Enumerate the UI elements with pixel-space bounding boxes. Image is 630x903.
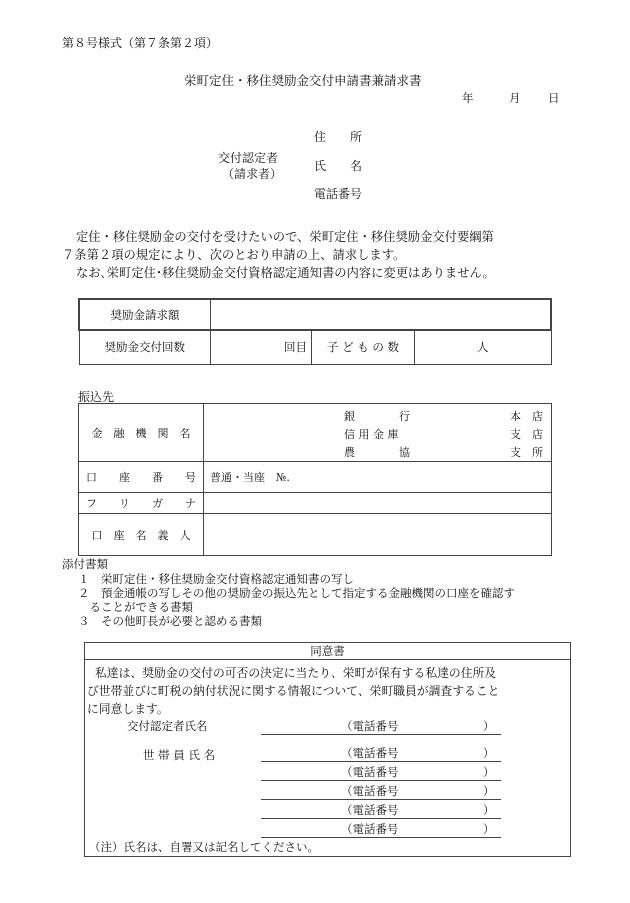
signature-line-household[interactable] [261,818,501,819]
certified-name-label: 交付認定者氏名 [127,719,208,733]
attachments-heading: 添付書類 [62,557,108,571]
furigana-label: フ リ ガ ナ [79,493,204,514]
children-field[interactable] [415,330,552,364]
branch-type-main: 本 店 [510,410,543,423]
branch-type-office: 支 所 [510,446,543,459]
consent-title: 同意書 [85,643,570,660]
signature-line-household[interactable] [261,837,501,838]
phone-close: ） [483,803,495,817]
body-line-3: なお､栄町定住･移住奨励金交付資格認定通知書の内容に変更はありません。 [76,266,495,280]
address-label: 住 所 [314,130,363,144]
name-label: 氏 名 [314,159,363,173]
attachment-item: １ 栄町定住・移住奨励金交付資格認定通知書の写し [78,572,354,586]
body-line-2: ７条第２項の規定により、次のとおり申請の上、請求します。 [62,248,406,262]
attachment-item: ３ その他町長が必要と認める書類 [78,614,262,628]
attachment-item: ることができる書類 [78,600,193,614]
consent-text-1: 私達は、奨励金の交付の可否の決定に当たり、栄町が保有する私達の住所及 [95,666,497,680]
consent-note: （注）氏名は、自署又は記名してください。 [89,840,319,854]
bank-field[interactable] [204,404,552,462]
request-amount-label: 奨励金請求額 [79,299,211,330]
phone-open: （電話番号 [341,746,399,760]
phone-close: ） [483,822,495,836]
bank-type-nokyo: 農 協 [344,446,410,459]
grant-count-field[interactable] [211,330,312,364]
applicant-role: 交付認定者 [218,151,279,165]
phone-open: （電話番号 [341,765,399,779]
household-label: 世 帯 員 氏 名 [143,748,216,762]
consent-box [84,642,571,857]
transfer-table [78,403,552,556]
phone-open: （電話番号 [341,803,399,817]
date-day: 日 [548,91,560,105]
phone-close: ） [483,746,495,760]
account-number-field[interactable] [204,462,552,493]
phone-open: （電話番号 [341,719,399,733]
account-number-label: 口 座 番 号 [79,462,204,493]
account-type: 普通・当座 №. [210,471,290,484]
signature-line-certified[interactable] [261,734,501,735]
consent-text-2: び世帯並びに町税の納付状況に関する情報について、栄町職員が調査すること [87,684,500,698]
page-title: 栄町定住・移住奨励金交付申請書兼請求書 [184,73,422,88]
applicant-role-sub: （請求者） [222,167,283,181]
transfer-heading: 振込先 [78,390,115,404]
body-line-1: 定住・移住奨励金の交付を受けたいので、栄町定住・移住奨励金交付要綱第 [76,230,494,244]
bank-type-shinkin: 信 用 金 庫 [344,428,399,441]
grant-count-unit: 回目 [284,340,307,355]
bank-type-bank: 銀 行 [344,410,410,423]
phone-close: ） [483,719,495,733]
children-unit: 人 [477,340,489,355]
account-holder-label: 口 座 名 義 人 [79,514,204,556]
phone-close: ） [483,784,495,798]
phone-open: （電話番号 [341,784,399,798]
amount-table [78,298,552,365]
form-number: 第８号様式（第７条第２項） [62,36,219,50]
attachment-item: ２ 預金通帳の写しその他の奨励金の振込先として指定する金融機関の口座を確認す [78,586,515,600]
furigana-field[interactable] [204,493,552,514]
signature-line-household[interactable] [261,799,501,800]
branch-type-branch: 支 店 [510,428,543,441]
bank-label: 金 融 機 関 名 [79,404,204,462]
phone-open: （電話番号 [341,822,399,836]
grant-count-label: 奨励金交付回数 [79,330,211,364]
consent-text-3: に同意します。 [87,702,169,716]
phone-close: ） [483,765,495,779]
phone-label: 電話番号 [314,187,363,201]
signature-line-household[interactable] [261,761,501,762]
date-month: 月 [509,91,521,105]
account-holder-field[interactable] [204,514,552,556]
signature-line-household[interactable] [261,780,501,781]
children-label: 子 ど も の 数 [312,330,415,364]
request-amount-field[interactable] [211,299,552,330]
date-year: 年 [462,91,474,105]
